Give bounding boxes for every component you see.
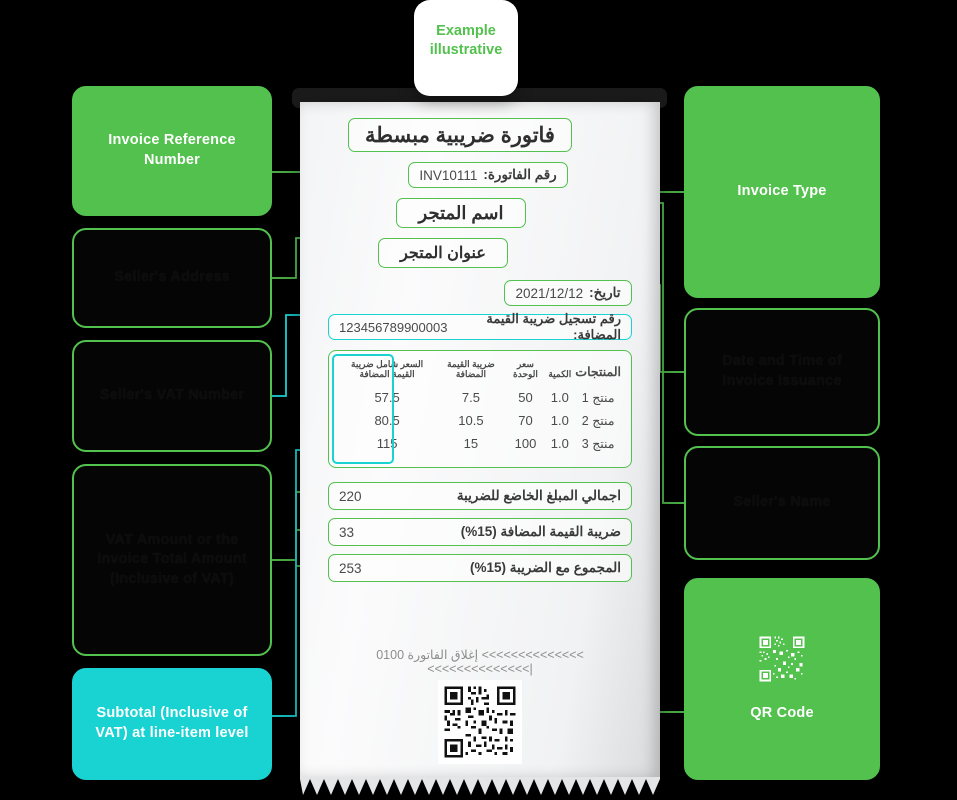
receipt-vat-registration <box>328 311 632 342</box>
callout-sellers-name[interactable] <box>684 446 880 560</box>
callout-sellers-address[interactable] <box>72 228 272 328</box>
receipt-items-table <box>328 350 632 468</box>
receipt-total-vat-value: 33 <box>339 524 355 540</box>
receipt-total-taxable-value: 220 <box>339 488 362 504</box>
receipt-grand-total-value: 253 <box>339 560 362 576</box>
table-header-vat: ضريبة القيمة المضافة <box>447 359 495 380</box>
callout-invoice-reference-number-label: Invoice Reference Number <box>108 132 236 168</box>
table-header-row <box>337 355 623 386</box>
cell-unit-price: 100 <box>514 435 537 451</box>
receipt-date-label: تاريخ: <box>589 285 621 300</box>
table-header-products: المنتجات <box>575 365 621 380</box>
receipt-store-address-text: عنوان المتجر <box>400 245 486 262</box>
receipt-qr-code <box>438 680 522 764</box>
cell-price-incl-vat: 80.5 <box>374 412 400 428</box>
receipt-store-name-text: اسم المتجر <box>418 202 504 223</box>
receipt-invoice-number <box>408 162 568 188</box>
receipt-grand-total-label: المجموع مع الضريبة (15%) <box>469 560 621 575</box>
receipt-total-taxable-label: اجمالي المبلغ الخاضع للضريبة <box>456 488 621 503</box>
cell-quantity: 1.0 <box>550 412 569 428</box>
receipt-footer-text: >>>>>>>>>>>>>> إغلاق الفاتورة 0100 |>>>>>>>>>>>>>> <box>376 648 584 676</box>
receipt-total-vat <box>328 518 632 546</box>
callout-sellers-address-label: Seller's Address <box>114 269 230 286</box>
cell-vat: 7.5 <box>461 389 480 405</box>
receipt-invoice-number-label: رقم الفاتورة: <box>483 167 557 182</box>
callout-invoice-type[interactable] <box>684 86 880 298</box>
callout-invoice-type-label: Invoice Type <box>737 183 827 200</box>
cell-product: منتج 3 <box>581 436 615 451</box>
table-header-price-incl-vat: السعر شامل ضريبة القيمة المضافة <box>351 359 424 380</box>
callout-subtotal-line-item[interactable] <box>72 668 272 780</box>
table-row <box>337 386 623 409</box>
cell-unit-price: 70 <box>518 412 533 428</box>
callout-qr-code[interactable] <box>684 578 880 780</box>
receipt-title-text: فاتورة ضريبية مبسطة <box>365 123 555 147</box>
receipt-store-name <box>396 198 526 228</box>
callout-invoice-reference-number[interactable] <box>72 86 272 216</box>
callout-sellers-name-label: Seller's Name <box>733 494 831 511</box>
receipt <box>292 23 667 800</box>
callout-vat-amount-total-label: VAT Amount or the Invoice Total Amount (Inclusive of VAT) <box>97 531 247 587</box>
receipt-title <box>348 118 572 152</box>
cell-vat: 15 <box>463 435 479 451</box>
cell-price-incl-vat: 115 <box>376 435 398 451</box>
receipt-date-value: 2021/12/12 <box>515 285 584 301</box>
qr-code-icon <box>758 635 806 690</box>
receipt-date <box>504 280 632 306</box>
callout-subtotal-line-item-label: Subtotal (Inclusive of VAT) at line-item level <box>95 705 249 741</box>
callout-date-time[interactable] <box>684 308 880 436</box>
table-row <box>337 409 623 432</box>
receipt-footer <box>328 647 632 676</box>
callout-vat-amount-total[interactable] <box>72 464 272 656</box>
cell-unit-price: 50 <box>518 389 533 405</box>
receipt-total-vat-label: ضريبة القيمة المضافة (15%) <box>460 524 621 539</box>
example-illustrative-tag <box>414 0 518 96</box>
receipt-vat-registration-label: رقم تسجيل ضريبة القيمة المضافة: <box>486 311 621 342</box>
callout-sellers-vat-number-label: Seller's VAT Number <box>99 387 245 404</box>
table-header-unit-price: سعر الوحدة <box>513 359 538 380</box>
tag-line-2: illustrative <box>429 42 503 58</box>
receipt-torn-edge <box>300 777 660 797</box>
receipt-total-taxable <box>328 482 632 510</box>
receipt-vat-registration-value: 123456789900003 <box>339 319 448 335</box>
cell-product: منتج 2 <box>581 413 615 428</box>
callout-date-time-label: Date and Time of Invoice Issuance <box>722 353 842 389</box>
callout-sellers-vat-number[interactable] <box>72 340 272 452</box>
cell-quantity: 1.0 <box>550 435 569 451</box>
table-header-quantity: الكمية <box>548 369 572 380</box>
cell-vat: 10.5 <box>458 412 484 428</box>
receipt-store-address <box>378 238 508 268</box>
callout-qr-code-label: QR Code <box>750 704 814 721</box>
receipt-invoice-number-value: INV10111 <box>419 167 478 183</box>
table-row <box>337 432 623 455</box>
cell-quantity: 1.0 <box>550 389 569 405</box>
cell-product: منتج 1 <box>581 390 615 405</box>
tag-line-1: Example <box>436 23 496 40</box>
receipt-grand-total <box>328 554 632 582</box>
cell-price-incl-vat: 57.5 <box>374 389 400 405</box>
